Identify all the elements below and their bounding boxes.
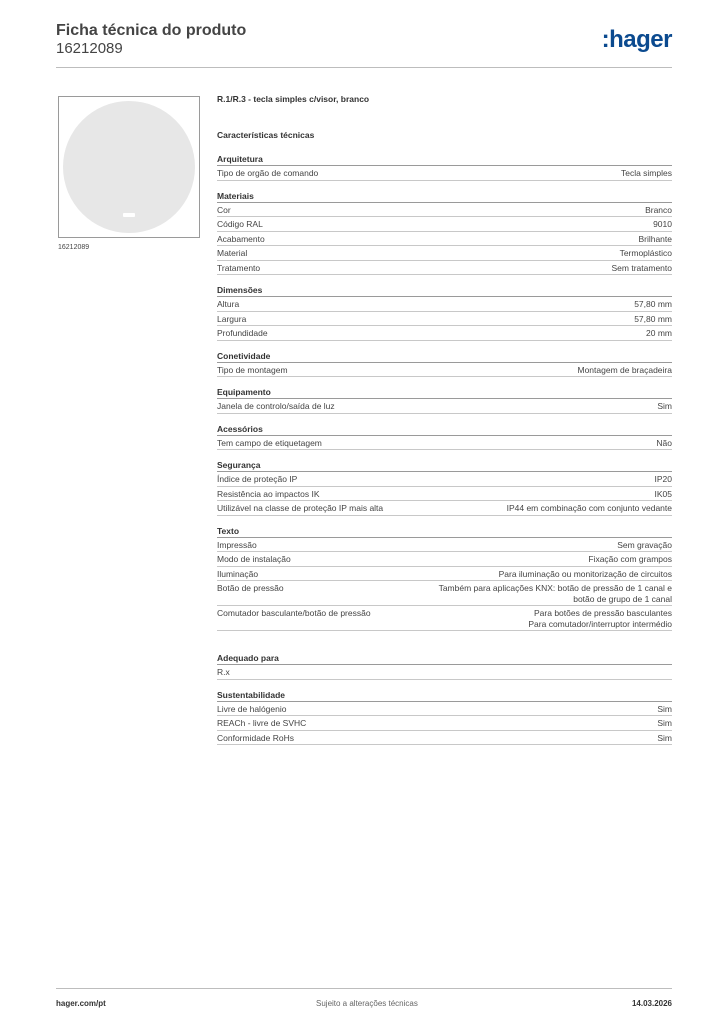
image-caption: 16212089 <box>58 244 90 251</box>
spec-label: Resistência ao impactos IK <box>217 488 320 499</box>
indicator-window <box>123 213 135 217</box>
spec-row <box>217 203 672 218</box>
footer-date: 14.03.2026 <box>631 999 672 1008</box>
section-title: Adequado para <box>217 653 672 665</box>
spec-label: Tipo de montagem <box>217 364 288 375</box>
spec-section <box>217 154 672 181</box>
spec-value: Sim <box>657 718 672 728</box>
spec-value: IP44 em combinação com conjunto vedante <box>506 503 672 513</box>
spec-label: Altura <box>217 299 240 309</box>
logo-text: hager <box>609 26 672 53</box>
spec-value: Sem tratamento <box>611 262 672 273</box>
spec-label: Profundidade <box>217 328 268 338</box>
section-title: Sustentabilidade <box>217 690 672 702</box>
spec-section <box>217 285 672 341</box>
product-code: 16212089 <box>56 40 123 57</box>
spec-value: Também para aplicações KNX: botão de pressão de 1 canal e botão de grupo de 1 canal <box>438 583 672 604</box>
spec-value: Sim <box>657 703 672 714</box>
spec-row <box>217 297 672 312</box>
spec-row <box>217 399 672 414</box>
spec-label: Livre de halógenio <box>217 703 287 714</box>
section-title: Dimensões <box>217 285 672 297</box>
spec-row <box>217 665 672 680</box>
spec-label: Conformidade RoHs <box>217 732 295 743</box>
spec-value: IP20 <box>654 474 672 484</box>
page-footer <box>56 988 672 1012</box>
spec-label: Utilizável na classe de proteção IP mais alta <box>217 503 384 513</box>
spec-label: Cor <box>217 204 231 215</box>
spec-value: Fixação com grampos <box>588 554 672 564</box>
spec-section <box>217 526 672 632</box>
spec-label: Botão de pressão <box>217 583 284 593</box>
spec-label: Acabamento <box>217 233 265 244</box>
spec-value: Sim <box>657 732 672 743</box>
spec-section <box>217 424 672 451</box>
spec-value: Brilhante <box>638 233 672 244</box>
section-title: Materiais <box>217 191 672 203</box>
spec-row <box>217 731 672 746</box>
technical-characteristics-title: Características técnicas <box>217 130 315 140</box>
spec-row <box>217 261 672 276</box>
spec-row <box>217 326 672 341</box>
section-title: Texto <box>217 526 672 538</box>
spec-row <box>217 217 672 232</box>
footer-website: hager.com/pt <box>56 999 106 1008</box>
spec-value: Branco <box>645 204 672 215</box>
section-title: Arquitetura <box>217 154 672 166</box>
spec-row <box>217 436 672 451</box>
spec-value: Para botões de pressão basculantes Para comutador/interruptor intermédio <box>528 608 672 629</box>
spec-value: 57,80 mm <box>634 313 672 324</box>
spec-value: Não <box>656 437 672 448</box>
spec-section <box>217 191 672 276</box>
spec-label: Largura <box>217 313 247 324</box>
spec-label: Tratamento <box>217 262 261 273</box>
spec-value: IK05 <box>654 488 672 499</box>
spec-label: Impressão <box>217 539 257 550</box>
spec-label: Modo de instalação <box>217 554 291 564</box>
spec-label: REACh - livre de SVHC <box>217 718 307 728</box>
spec-label: Código RAL <box>217 219 263 229</box>
spec-row <box>217 606 672 631</box>
spec-section <box>217 387 672 414</box>
footer-note: Sujeito a alterações técnicas <box>316 999 418 1008</box>
logo-mark: : <box>601 26 610 53</box>
spec-row <box>217 581 672 606</box>
spec-label: Material <box>217 248 248 258</box>
section-title: Equipamento <box>217 387 672 399</box>
section-title: Acessórios <box>217 424 672 436</box>
spec-value: Para iluminação ou monitorização de circuitos <box>498 568 672 579</box>
spec-value: Sem gravação <box>617 539 672 550</box>
spec-section <box>217 460 672 516</box>
spec-label: Índice de proteção IP <box>217 474 298 484</box>
product-image <box>58 96 200 238</box>
product-name: R.1/R.3 - tecla simples c/visor, branco <box>217 94 370 104</box>
spec-row <box>217 487 672 502</box>
spec-value: Sim <box>657 401 672 411</box>
spec-row <box>217 501 672 516</box>
spec-row <box>217 567 672 582</box>
spec-row <box>217 716 672 731</box>
spec-value: Termoplástico <box>619 248 672 258</box>
spec-row <box>217 472 672 487</box>
section-title: Segurança <box>217 460 672 472</box>
section-title: Conetividade <box>217 351 672 363</box>
spec-value: 9010 <box>653 219 672 229</box>
spec-row <box>217 538 672 553</box>
spec-row <box>217 166 672 181</box>
spec-sections <box>217 154 672 745</box>
spec-value: Tecla simples <box>620 168 672 178</box>
spec-label: Iluminação <box>217 568 259 579</box>
spec-value: 20 mm <box>646 328 672 338</box>
spec-row <box>217 246 672 261</box>
spec-section <box>217 690 672 746</box>
spec-row <box>217 552 672 567</box>
hager-logo <box>602 26 672 54</box>
spec-label: R.x <box>217 667 230 677</box>
spec-label: Tipo de orgão de comando <box>217 168 319 178</box>
spec-row <box>217 232 672 247</box>
page-header <box>56 20 672 68</box>
spec-label: Janela de controlo/saída de luz <box>217 401 335 411</box>
spec-value: Montagem de braçadeira <box>577 364 672 375</box>
specifications <box>217 94 672 745</box>
spec-section <box>217 653 672 680</box>
page-title: Ficha técnica do produto <box>56 22 247 39</box>
spec-value: 57,80 mm <box>634 299 672 309</box>
spec-row <box>217 312 672 327</box>
spec-label: Tem campo de etiquetagem <box>217 437 322 448</box>
spec-row <box>217 702 672 717</box>
spec-section <box>217 351 672 378</box>
spec-label: Comutador basculante/botão de pressão <box>217 608 371 618</box>
spec-row <box>217 363 672 378</box>
